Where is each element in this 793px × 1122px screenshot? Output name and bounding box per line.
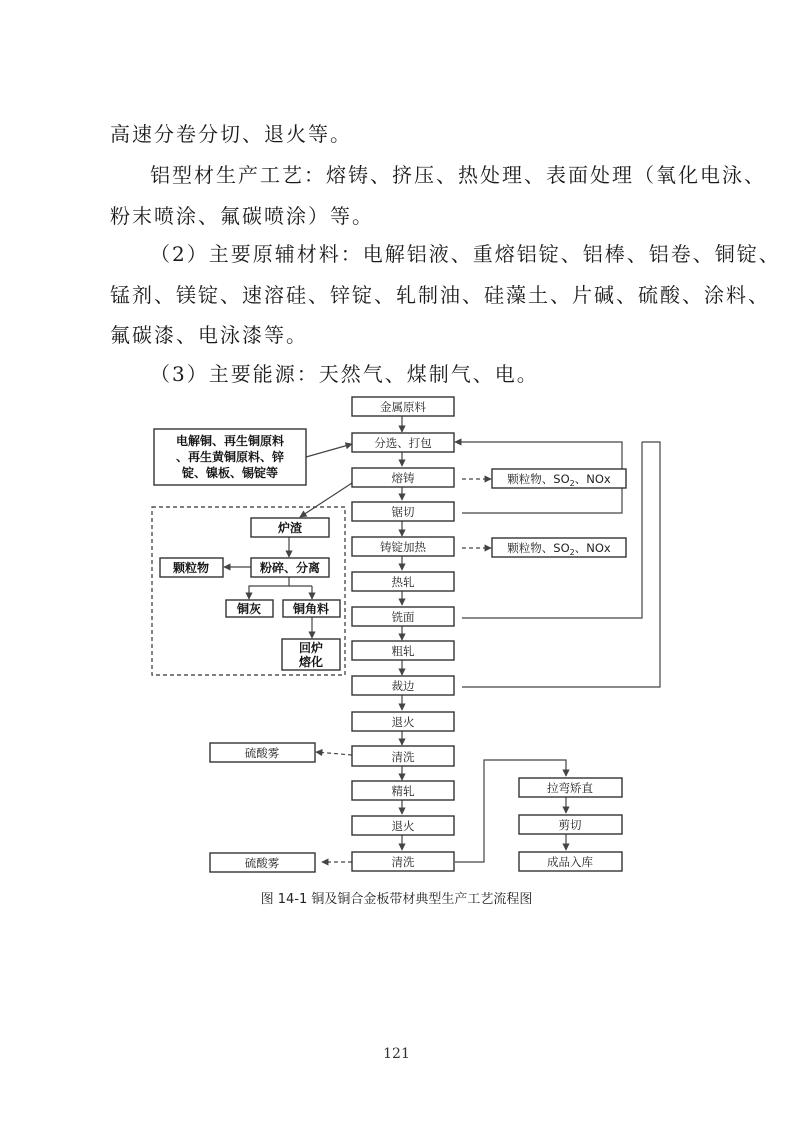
- paragraph-aluminum-profile-line2: 粉末喷涂、氟碳喷涂）等。: [110, 204, 374, 228]
- box-finish-rolling: [352, 781, 454, 800]
- box-storage: [519, 852, 622, 871]
- box-emission-2: [492, 538, 626, 557]
- paragraph-materials-line3: 氟碳漆、电泳漆等。: [110, 323, 308, 347]
- box-cutting: [519, 815, 622, 834]
- box-sawing: [352, 502, 454, 521]
- svg-text:电解铜、再生铜原料: 电解铜、再生铜原料: [175, 434, 285, 448]
- box-metal-raw: [352, 397, 454, 416]
- svg-text:熔铸: 熔铸: [391, 471, 415, 485]
- box-acid-mist-1: [210, 743, 315, 762]
- svg-text:颗粒物: 颗粒物: [172, 561, 210, 575]
- svg-text:锯切: 锯切: [391, 505, 415, 519]
- svg-text:热轧: 热轧: [391, 575, 415, 589]
- svg-text:拉弯矫直: 拉弯矫直: [547, 781, 593, 795]
- box-hot-rolling: [352, 572, 454, 591]
- figure-caption: 图 14-1 铜及铜合金板带材典型生产工艺流程图: [260, 892, 533, 907]
- svg-text:颗粒物、SO2、NOx: 颗粒物、$SO_2$、NOx: [507, 541, 611, 557]
- box-copper-ash: [226, 600, 273, 617]
- box-input-materials: [154, 429, 306, 485]
- svg-text:硫酸雾: 硫酸雾: [244, 746, 280, 760]
- svg-text:分选、打包: 分选、打包: [374, 436, 432, 450]
- paragraph-materials-line2: 锰剂、镁锭、速溶硅、锌锭、轧制油、硅藻土、片碱、硫酸、涂料、: [110, 283, 770, 307]
- box-crush-separate: [251, 558, 329, 577]
- paragraph-continuation: 高速分卷分切、退火等。: [110, 122, 352, 146]
- svg-text:铣面: 铣面: [391, 610, 415, 624]
- svg-text:清洗: 清洗: [391, 750, 415, 764]
- paragraph-materials-line1: （2）主要原辅材料：电解铝液、重熔铝锭、铝棒、铝卷、铜锭、: [150, 242, 781, 266]
- svg-text:退火: 退火: [391, 819, 415, 833]
- svg-text:粉碎、分离: 粉碎、分离: [259, 561, 321, 575]
- svg-text:裁边: 裁边: [391, 679, 415, 693]
- slag-flow-connectors: [224, 537, 312, 638]
- acid-mist-arrow-1: [316, 752, 352, 755]
- svg-text:铜灰: 铜灰: [236, 602, 262, 616]
- slag-arrow: [300, 483, 352, 517]
- box-sorting: [352, 433, 454, 452]
- paragraph-energy: （3）主要能源：天然气、煤制气、电。: [150, 362, 539, 386]
- finishing-connectors: [455, 760, 566, 862]
- box-copper-scrap: [283, 600, 340, 617]
- box-slag: [251, 518, 329, 537]
- svg-text:退火: 退火: [391, 715, 415, 729]
- box-cleaning-1: [352, 746, 454, 766]
- box-cleaning-2: [352, 852, 454, 871]
- input-arrow: [306, 444, 352, 457]
- box-annealing-2: [352, 816, 454, 835]
- svg-text:熔化: 熔化: [298, 655, 324, 669]
- svg-text:铸锭加热: 铸锭加热: [380, 540, 426, 554]
- box-trimming: [352, 676, 454, 695]
- svg-text:成品入库: 成品入库: [547, 855, 593, 869]
- svg-text:、再生黄铜原料、锌: 、再生黄铜原料、锌: [175, 450, 285, 464]
- svg-text:颗粒物、SO2、NOx: 颗粒物、$SO_2$、NOx: [507, 472, 611, 488]
- box-casting: [352, 468, 454, 487]
- svg-text:铜角料: 铜角料: [292, 602, 330, 616]
- box-acid-mist-2: [210, 853, 315, 872]
- box-remelt: [282, 639, 340, 670]
- box-milling: [352, 607, 454, 626]
- box-straightening: [519, 778, 622, 797]
- box-ingot-heating: [352, 537, 454, 556]
- box-rough-rolling: [352, 641, 454, 660]
- box-annealing-1: [352, 712, 454, 731]
- page-number: 121: [383, 1046, 410, 1062]
- svg-text:锭、镍板、锡锭等: 锭、镍板、锡锭等: [181, 466, 279, 480]
- svg-text:剪切: 剪切: [558, 818, 582, 832]
- box-particulate: [160, 558, 223, 577]
- svg-text:精轧: 精轧: [391, 784, 415, 798]
- svg-text:回炉: 回炉: [298, 641, 324, 655]
- box-emission-1: [492, 469, 626, 488]
- svg-text:炉渣: 炉渣: [277, 521, 303, 535]
- svg-text:金属原料: 金属原料: [380, 400, 426, 414]
- paragraph-aluminum-profile-line1: 铝型材生产工艺：熔铸、挤压、热处理、表面处理（氧化电泳、: [150, 163, 766, 187]
- svg-text:硫酸雾: 硫酸雾: [244, 856, 280, 870]
- svg-text:粗轧: 粗轧: [391, 644, 415, 658]
- svg-text:清洗: 清洗: [391, 855, 415, 869]
